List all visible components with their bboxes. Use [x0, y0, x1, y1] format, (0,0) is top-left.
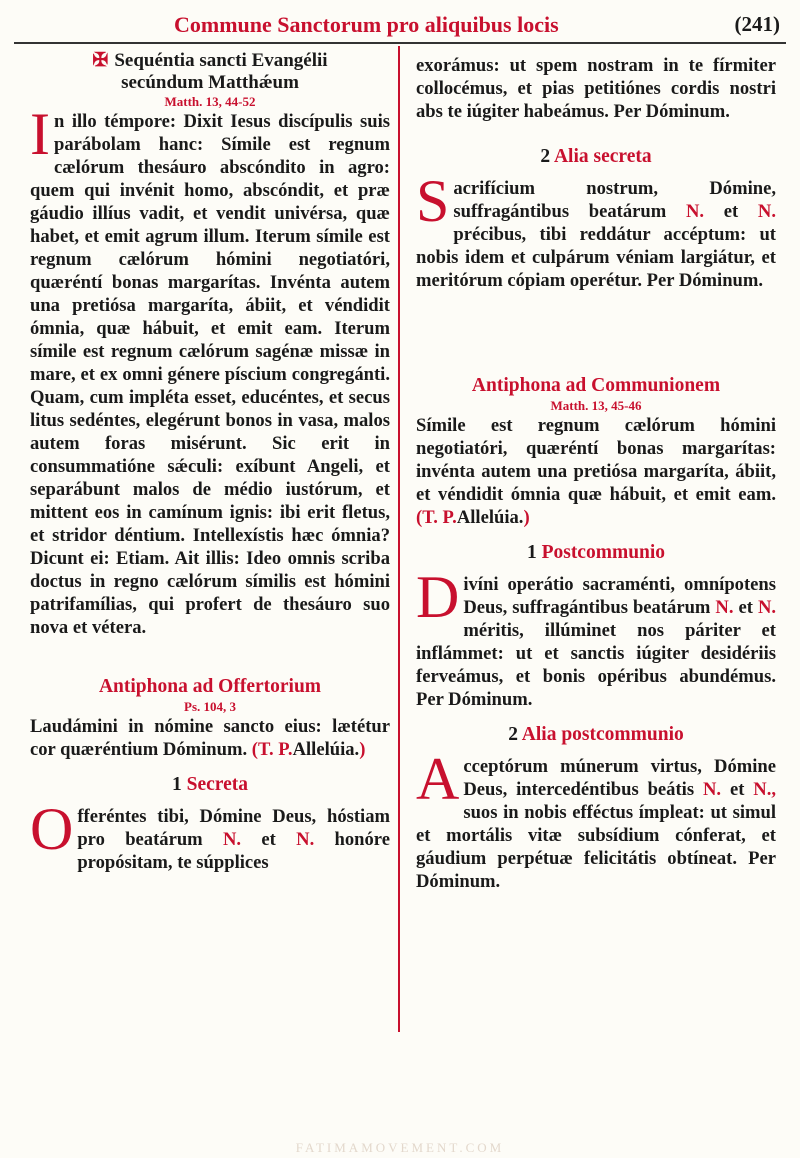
communion-body: Símile est regnum cælórum hómini negotiatóri, quæréntí bonas margarítas: invénta autem una pretiósa margaríta, ábiit, et véndidit ómnia quæ hábuit, et emit eam.: [416, 415, 776, 505]
alia-secreta-body-b: précibus, tibi reddátur accéptum: ut nobis idem et culpárum véniam largiátur, et meritórum cópiam operétur. Per Dóminum.: [416, 224, 776, 291]
offertory-body: Laudámini in nómine sancto eius: lætétur cor quæréntium Dóminum.: [30, 716, 390, 760]
alia-secreta-heading: [416, 145, 776, 169]
drop-cap: A: [416, 746, 460, 812]
name-placeholder: N.: [702, 779, 722, 800]
alia-postcommunio-heading: [416, 723, 776, 747]
alia-postcommunio-text: [416, 746, 777, 893]
right-column: [416, 54, 776, 893]
gospel-title-line1: Sequéntia sancti Evangélii: [114, 50, 328, 71]
name-placeholder: N.: [296, 829, 315, 850]
gospel-reference: Matth. 13, 44-52: [164, 94, 256, 109]
conjunction: et: [729, 779, 745, 800]
page-header: [14, 10, 786, 40]
conjunction: et: [723, 201, 739, 222]
postcommunio-number: 1: [526, 542, 537, 563]
alleluia: Allelúia.: [292, 739, 360, 760]
postcommunio-label: Postcommunio: [541, 542, 666, 563]
communion-text: [416, 414, 776, 529]
alia-postcommunio-label: Alia postcommunio: [521, 724, 684, 745]
secreta-text: [30, 796, 390, 874]
alia-secreta-body-a: acrifícium nostrum, Dómine, suffragántibus beatárum: [453, 178, 776, 222]
drop-cap: I: [30, 101, 50, 167]
tp-marker: (T. P.: [251, 739, 293, 760]
communion-reference: Matth. 13, 45-46: [550, 398, 642, 413]
postcommunio-heading: [416, 541, 776, 565]
cross-icon: ✠: [92, 50, 109, 71]
postcommunio-text: [416, 564, 777, 711]
drop-cap: O: [30, 796, 74, 862]
alia-postcommunio-body-a: cceptórum múnerum virtus, Dómine Deus, intercedéntibus beátis: [463, 756, 776, 800]
tp-close: ): [359, 739, 366, 760]
name-placeholder: N.: [757, 597, 777, 618]
name-placeholder: N.: [715, 597, 734, 618]
secreta-label: Secreta: [186, 774, 248, 795]
alia-postcommunio-number: 2: [508, 724, 518, 745]
secreta-body-b: honóre propósitam, te súpplices: [77, 829, 390, 873]
gospel-title-line2: secúndum Matthǽum: [121, 72, 299, 93]
gospel-title: [30, 50, 390, 94]
page-title: Commune Sanctorum pro aliquibus locis: [174, 12, 559, 37]
drop-cap: S: [416, 168, 450, 234]
conjunction: et: [738, 597, 753, 618]
offertory-heading: Antiphona ad Offertorium: [98, 676, 322, 697]
communion-heading: Antiphona ad Communionem: [471, 375, 721, 396]
secreta-body-a: fferéntes tibi, Dómine Deus, hóstiam pro beatárum: [77, 806, 390, 850]
alleluia: Allelúia.: [456, 507, 524, 528]
name-placeholder: N.: [757, 201, 776, 222]
column-divider: [398, 46, 400, 1032]
alia-secreta-number: 2: [540, 146, 551, 167]
page-number: (241): [734, 12, 780, 36]
tp-close: ): [523, 507, 530, 528]
postcommunio-body-a: ivíni operátio sacraménti, omnípotens Deus, suffragántibus beatárum: [463, 574, 776, 618]
conjunction: et: [261, 829, 276, 850]
offertory-text: [30, 715, 390, 761]
postcommunio-body-b: méritis, illúminet nos páriter et inflámmet: ut et sanctis iúgiter desidériis ferveámus, et bonis opéribus abundémus. Per Dóminum.: [416, 620, 776, 710]
drop-cap: D: [416, 564, 460, 630]
header-rule: [14, 42, 786, 44]
secreta-continuation: exorámus: ut spem nostram in te fírmiter collocémus, et pias petitiónes cordis nostri abs te iúgiter habeámus. Per Dóminum.: [416, 55, 776, 122]
name-placeholder: N.,: [753, 779, 777, 800]
name-placeholder: N.: [685, 201, 705, 222]
watermark: FATIMAMOVEMENT.COM: [295, 1140, 505, 1155]
offertory-reference: Ps. 104, 3: [184, 699, 236, 714]
gospel-body: n illo témpore: Dixit Iesus discípulis suis parábolam hanc: Símile est regnum cælórum thesáuro abscóndito in agro: quem qui invénit homo, abscóndit, et præ gáudio illíus vadit, et vendit univérsa, quæ habet, et emit agrum illum. Iterum símile est regnum cælórum hómini negotiatóri, quæréntí bonas margarítas. Invénta autem una pretiósa margaríta, ábiit, et véndidit ómnia, quæ hábuit, et emit eam. Iterum símile est regnum cælórum sagénæ missæ in mare, et ex omni génere píscium congregánti. Quam, cum impléta esset, educéntes, et secus litus sedéntes, elegérunt bonos in vasa, malos autem foras misérunt. Sic erit in consummatióne sǽculi: exíbunt Angeli, et separábunt malos de médio iustórum, et mittent eos in camínum ignis: ibi erit fletus, et stridor déntium. Intellexístis hæc ómnia? Dicunt ei: Etiam. Ait illis: Ideo omnis scriba doctus in regno cælórum símilis est hómini patrifamílias, qui profert de thesáuro suo nova et vétera.: [30, 111, 390, 638]
secreta-number: 1: [172, 774, 182, 795]
alia-secreta-label: Alia secreta: [553, 146, 652, 167]
left-column: [30, 50, 390, 874]
tp-marker: (T. P.: [416, 507, 457, 528]
name-placeholder: N.: [222, 829, 242, 850]
alia-secreta-text: [416, 168, 776, 292]
alia-postcommunio-body-b: suos in nobis efféctus ímpleat: ut simul et mortális vitæ subsídium cónferat, et gáudium perpétuæ felicitátis obtíneat. Per Dóminum.: [416, 802, 776, 892]
secreta-heading: [30, 773, 390, 797]
